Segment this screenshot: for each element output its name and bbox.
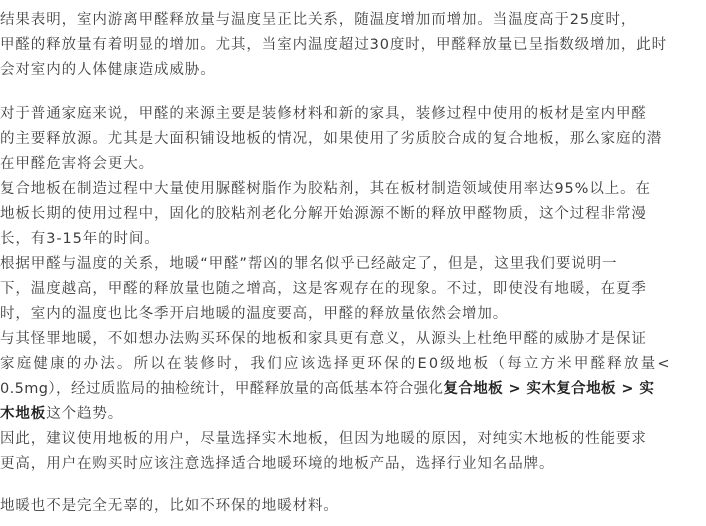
text-line: 时，室内的温度也比冬季开启地暖的温度要高，甲醛的释放量依然会增加。 xyxy=(0,306,509,322)
text-line: 地板长期的使用过程中，固化的胶粘剂老化分解开始源源不断的释放甲醛物质，这个过程非常漫 xyxy=(0,206,647,222)
text-line: 因此，建议使用地板的用户，尽量选择实木地板，但因为地暖的原因，对纯实木地板的性能要求 xyxy=(0,431,647,447)
text-line: 更高，用户在购买时应该注意选择适合地暖环境的地板产品，选择行业知名品牌。 xyxy=(0,456,555,472)
text-line xyxy=(0,402,123,426)
bold-solid-wood-flooring: 木地板 xyxy=(0,406,47,422)
text-line: 在甲醛危害将会更大。 xyxy=(0,156,154,172)
text-segment: 这个趋势。 xyxy=(46,406,124,422)
text-line: 家庭健康的办法。所以在装修时，我们应该选择更环保的E0级地板（每立方米甲醛释放量< xyxy=(0,356,672,372)
text-line xyxy=(0,377,654,401)
text-line: 下，温度越高，甲醛的释放量也随之增高，这是客观存在的现象。不过，即使没有地暖，在夏季 xyxy=(0,281,647,297)
text-line: 结果表明，室内游离甲醛释放量与温度呈正比关系，随温度增加而增加。当温度高于25度时， xyxy=(0,12,637,28)
text-segment: 0.5mg），经过质监局的抽检统计，甲醛释放量的高低基本符合强化 xyxy=(0,381,444,397)
text-line: 根据甲醛与温度的关系，地暖“甲醛”帮凶的罪名似乎已经敲定了，但是，这里我们要说明一 xyxy=(0,256,618,272)
bold-flooring-ranking: 复合地板 > 实木复合地板 > 实 xyxy=(443,381,655,397)
text-line: 与其怪罪地暖，不如想办法购买环保的地板和家具更有意义，从源头上杜绝甲醛的威胁才是保证 xyxy=(0,331,647,347)
text-line: 会对室内的人体健康造成威胁。 xyxy=(0,62,216,78)
text-line: 甲醛的释放量有着明显的增加。尤其，当室内温度超过30度时，甲醛释放量已呈指数级增加，此时 xyxy=(0,37,668,53)
text-line: 对于普通家庭来说，甲醛的来源主要是装修材料和新的家具，装修过程中使用的板材是室内甲醛 xyxy=(0,106,647,122)
text-line: 的主要释放源。尤其是大面积铺设地板的情况，如果使用了劣质胶合成的复合地板，那么家庭的潜 xyxy=(0,131,663,147)
text-line: 复合地板在制造过程中大量使用脲醛树脂作为胶粘剂，其在板材制造领域使用率达95%以上。在 xyxy=(0,181,651,197)
text-line: 地暖也不是完全无辜的，比如不环保的地暖材料。 xyxy=(0,498,339,514)
text-line: 长，有3-15年的时间。 xyxy=(0,231,160,247)
